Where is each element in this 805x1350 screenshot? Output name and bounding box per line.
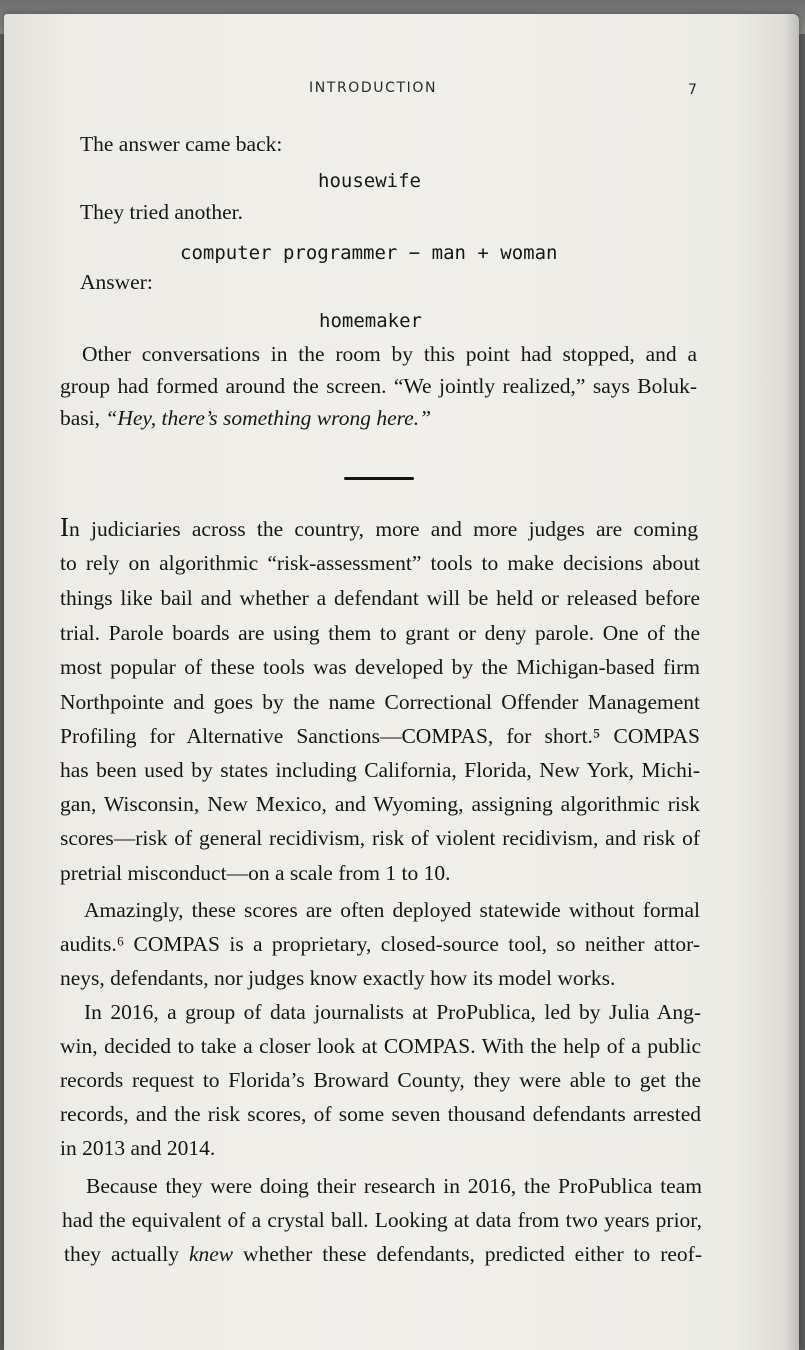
text-line: gan, Wisconsin, New Mexico, and Wyoming, assigning algorithmic risk — [60, 792, 700, 816]
code-line: homemaker — [319, 310, 422, 332]
text-line: group had formed around the screen. “We jointly realized,” says Boluk- — [60, 374, 697, 398]
text-line: pretrial misconduct—on a scale from 1 to 10. — [60, 861, 451, 885]
text-line: they actually knew whether these defendants, predicted either to reof- — [64, 1242, 702, 1266]
text-line: neys, defendants, nor judges know exactly how its model works. — [60, 966, 616, 990]
text-line: Profiling for Alternative Sanctions—COMPAS, for short.⁵ COMPAS — [60, 724, 700, 748]
text-line: records request to Florida’s Broward County, they were able to get the — [60, 1068, 701, 1092]
running-head: INTRODUCTION — [309, 80, 438, 96]
text-line: Other conversations in the room by this point had stopped, and a — [82, 342, 697, 366]
text-line: records, and the risk scores, of some seven thousand defendants arrested — [60, 1102, 701, 1126]
text-line: has been used by states including California, Florida, New York, Michi- — [60, 758, 700, 782]
text-line: audits.⁶ COMPAS is a proprietary, closed-source tool, so neither attor- — [60, 932, 700, 956]
book-page — [4, 14, 799, 1350]
text-line: Because they were doing their research in 2016, the ProPublica team — [86, 1174, 702, 1198]
page-number: 7 — [688, 82, 697, 98]
text-line: most popular of these tools was developed by the Michigan-based firm — [60, 655, 700, 679]
code-line: housewife — [318, 170, 421, 192]
text-line: to rely on algorithmic “risk-assessment” tools to make decisions about — [60, 551, 700, 575]
text-line: Amazingly, these scores are often deployed statewide without formal — [84, 898, 700, 922]
text-line: trial. Parole boards are using them to grant or deny parole. One of the — [60, 621, 700, 645]
text-line: Answer: — [80, 270, 153, 294]
text-line: had the equivalent of a crystal ball. Looking at data from two years prior, — [62, 1208, 702, 1232]
section-break-rule — [344, 477, 414, 480]
text-line: basi, “Hey, there’s something wrong here.” — [60, 406, 432, 430]
text-line: Northpointe and goes by the name Correctional Offender Management — [60, 690, 700, 714]
text-line: The answer came back: — [80, 132, 283, 156]
text-line: things like bail and whether a defendant will be held or released before — [60, 586, 700, 610]
text-line: win, decided to take a closer look at COMPAS. With the help of a public — [60, 1034, 701, 1058]
text-line: In 2016, a group of data journalists at ProPublica, led by Julia Ang- — [84, 1000, 701, 1024]
drop-cap: I — [60, 512, 69, 542]
text-line: In judiciaries across the country, more and more judges are coming — [60, 512, 698, 542]
text-line: scores—risk of general recidivism, risk of violent recidivism, and risk of — [60, 826, 700, 850]
code-line: computer programmer − man + woman — [180, 242, 558, 264]
text-line: in 2013 and 2014. — [60, 1136, 216, 1160]
text-line: They tried another. — [80, 200, 243, 224]
